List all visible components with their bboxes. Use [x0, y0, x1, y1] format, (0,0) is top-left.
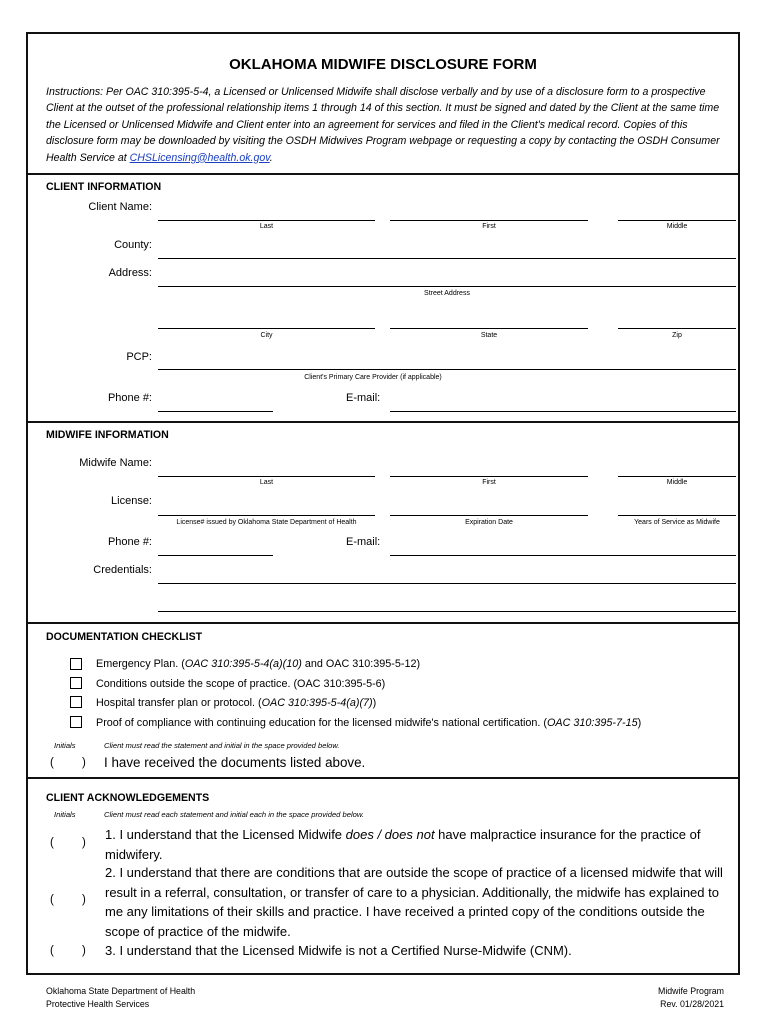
- ack-initials-label: Initials: [54, 810, 76, 819]
- city-caption: City: [260, 332, 273, 339]
- item-text: Hospital transfer plan or protocol. (: [96, 697, 262, 709]
- midwife-phone-field[interactable]: [158, 555, 273, 556]
- credentials-label: Credentials:: [93, 564, 152, 576]
- ack2-initials-field[interactable]: [58, 892, 80, 910]
- midwife-email-label: E-mail:: [346, 536, 381, 548]
- midwife-email-field[interactable]: [390, 555, 736, 556]
- instructions-text: Instructions: Per OAC 310:395-5-4, a Licensed or Unlicensed Midwife shall disclose verbally and by use of a disclosure form to a prospective Client at the outset of the professional relationship items 1 through 14 of this section. It must be signed and dated by the Client at the same time the Licensed or Unlicensed Midwife and Client enter into an agreement for services and filed in the Client's medical record. Copies of this disclosure form may be downloaded by visiting the OSDH Midwives Program webpage or requesting a copy by contacting the OSDH Consumer Health Service at: [46, 86, 720, 164]
- ack2-paren-close: ): [82, 894, 86, 906]
- checklist-item-emergency-plan: [96, 658, 420, 670]
- city-field[interactable]: [158, 328, 375, 329]
- county-field[interactable]: [158, 258, 736, 259]
- midwife-last-caption: Last: [259, 479, 274, 486]
- ack-text: have malpractice insurance for the practice of midwifery.: [105, 827, 701, 862]
- footer-right: [658, 985, 724, 1011]
- checklist-heading: DOCUMENTATION CHECKLIST: [46, 631, 203, 643]
- item-citation: OAC 310:395-5-4(a)(7): [261, 697, 373, 709]
- midwife-first-caption: First: [482, 479, 496, 486]
- footer-org: Oklahoma State Department of Health: [46, 986, 196, 996]
- midwife-phone-label: Phone #:: [107, 536, 152, 548]
- years-of-service-field[interactable]: [618, 515, 736, 516]
- midwife-name-label: Midwife Name:: [79, 457, 152, 469]
- acknowledgement-1: [105, 825, 735, 864]
- footer-left: [46, 985, 195, 1011]
- item-text: ): [637, 717, 642, 729]
- chs-email-link[interactable]: CHSLicensing@health.ok.gov: [129, 151, 270, 164]
- credentials-field-2[interactable]: [158, 611, 736, 612]
- license-expiration-field[interactable]: [390, 515, 588, 516]
- client-last-name-field[interactable]: [158, 220, 375, 221]
- footer-dept: Protective Health Services: [46, 999, 150, 1009]
- ack1-paren-open: (: [50, 837, 54, 849]
- midwife-last-name-field[interactable]: [158, 476, 375, 477]
- emergency-plan-checkbox[interactable]: [70, 658, 82, 670]
- does-does-not-choice[interactable]: does / does not: [345, 827, 435, 842]
- checklist-paren-open: (: [50, 757, 54, 769]
- pcp-caption: Client's Primary Care Provider (if applicable): [304, 374, 442, 381]
- midwife-info-heading: MIDWIFE INFORMATION: [46, 429, 169, 441]
- client-email-field[interactable]: [390, 411, 736, 412]
- client-name-label: Client Name:: [88, 201, 152, 213]
- client-middle-name-field[interactable]: [618, 220, 736, 221]
- state-field[interactable]: [390, 328, 588, 329]
- license-number-field[interactable]: [158, 515, 375, 516]
- ack3-paren-close: ): [82, 945, 86, 957]
- checklist-statement: I have received the documents listed above.: [104, 755, 366, 770]
- years-caption: Years of Service as Midwife: [634, 519, 720, 526]
- expiration-caption: Expiration Date: [465, 519, 513, 526]
- ack-text: 1. I understand that the Licensed Midwife: [105, 827, 346, 842]
- ack2-paren-open: (: [50, 894, 54, 906]
- hospital-transfer-checkbox[interactable]: [70, 696, 82, 708]
- instructions: [46, 84, 722, 166]
- continuing-education-checkbox[interactable]: [70, 716, 82, 728]
- checklist-note: Client must read the statement and initial in the space provided below.: [104, 741, 340, 750]
- client-last-caption: Last: [259, 223, 274, 230]
- state-caption: State: [480, 332, 498, 339]
- ack-note: Client must read each statement and initial each in the space provided below.: [104, 810, 365, 819]
- ack1-initials-field[interactable]: [58, 835, 80, 853]
- ack3-paren-open: (: [50, 945, 54, 957]
- item-text: Emergency Plan. (: [96, 658, 185, 670]
- midwife-middle-name-field[interactable]: [618, 476, 736, 477]
- zip-field[interactable]: [618, 328, 736, 329]
- address-label: Address:: [108, 267, 152, 279]
- section-divider: [28, 622, 738, 624]
- checklist-paren-close: ): [82, 757, 86, 769]
- checklist-item-scope-of-practice: Conditions outside the scope of practice. (OAC 310:395-5-6): [96, 678, 386, 690]
- item-text: ): [372, 697, 377, 709]
- footer-revision: Rev. 01/28/2021: [660, 999, 724, 1009]
- checklist-initials-field[interactable]: [58, 756, 80, 774]
- county-label: County:: [114, 239, 152, 251]
- form-title: OKLAHOMA MIDWIFE DISCLOSURE FORM: [229, 56, 537, 73]
- section-divider: [28, 777, 738, 779]
- instructions-end: .: [269, 151, 273, 164]
- street-address-field[interactable]: [158, 286, 736, 287]
- client-first-name-field[interactable]: [390, 220, 588, 221]
- scope-of-practice-checkbox[interactable]: [70, 677, 82, 689]
- license-label: License:: [111, 495, 152, 507]
- acknowledgement-2: 2. I understand that there are conditions that are outside the scope of practice of a licensed midwife that will result in a referral, consultation, or transfer of care to a physician. Additionally, the midwife has explained to me any limitations of their skills and practice. I have received a printed copy of the conditions outside the scope of practice of the midwife.: [105, 865, 723, 939]
- item-citation: OAC 310:395-7-15: [546, 717, 638, 729]
- client-middle-caption: Middle: [666, 223, 688, 230]
- footer-program: Midwife Program: [658, 986, 724, 996]
- item-text: Proof of compliance with continuing education for the licensed midwife's national certification. (: [96, 717, 547, 729]
- acknowledgements-heading: CLIENT ACKNOWLEDGEMENTS: [46, 792, 210, 804]
- ack3-initials-field[interactable]: [58, 943, 80, 961]
- client-phone-field[interactable]: [158, 411, 273, 412]
- license-caption: License# issued by Oklahoma State Department of Health: [176, 519, 357, 526]
- ack1-paren-close: ): [82, 837, 86, 849]
- client-first-caption: First: [482, 223, 496, 230]
- client-email-label: E-mail:: [346, 392, 381, 404]
- street-address-caption: Street Address: [424, 290, 470, 297]
- disclosure-form: [26, 32, 740, 975]
- pcp-field[interactable]: [158, 369, 736, 370]
- acknowledgement-3: 3. I understand that the Licensed Midwife is not a Certified Nurse-Midwife (CNM).: [105, 943, 572, 958]
- item-text: and OAC 310:395-5-12): [301, 658, 421, 670]
- midwife-middle-caption: Middle: [666, 479, 688, 486]
- checklist-item-hospital-transfer: [96, 697, 376, 709]
- checklist-initials-label: Initials: [54, 741, 76, 750]
- section-divider: [28, 173, 738, 175]
- pcp-label: PCP:: [126, 351, 152, 363]
- zip-caption: Zip: [672, 332, 682, 339]
- midwife-first-name-field[interactable]: [390, 476, 588, 477]
- client-info-heading: CLIENT INFORMATION: [46, 181, 162, 193]
- client-phone-label: Phone #:: [107, 392, 152, 404]
- section-divider: [28, 421, 738, 423]
- credentials-field-1[interactable]: [158, 583, 736, 584]
- checklist-item-continuing-education: [96, 717, 641, 729]
- item-citation: OAC 310:395-5-4(a)(10): [184, 658, 302, 670]
